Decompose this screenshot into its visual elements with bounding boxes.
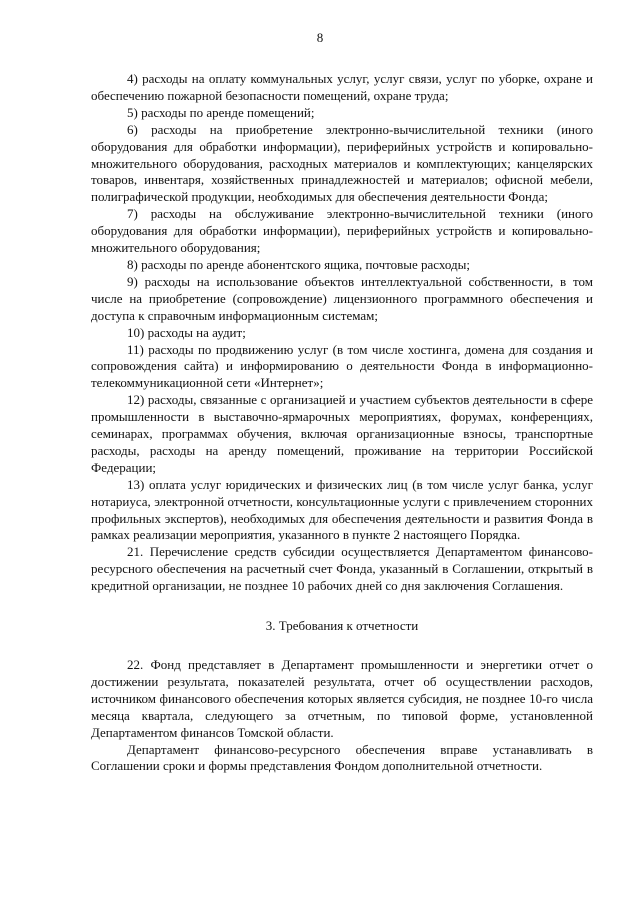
list-item-10: 10) расходы на аудит;	[127, 324, 246, 340]
section-heading: 3. Требования к отчетности	[265, 618, 419, 634]
list-item-11: 11) расходы по продвижению услуг (в том числе хостинга, домена для создания и сопровождения сайта) и информированию о деятельности Фонда в информационно-телекоммуникационной сети «Интернет»;	[91, 341, 593, 391]
list-item-4: 4) расходы на оплату коммунальных услуг, услуг связи, услуг по уборке, охране и обеспечению пожарной безопасности помещений, охране труда;	[91, 71, 593, 103]
page-number: 8	[316, 30, 324, 45]
document-body	[91, 71, 593, 775]
list-item-7: 7) расходы на обслуживание электронно-вычислительной техники (иного оборудования для обработки информации), периферийных устройств и копировально-множительного оборудования;	[91, 206, 593, 256]
clause-21: 21. Перечисление средств субсидии осуществляется Департаментом финансово-ресурсного обеспечения на расчетный счет Фонда, указанный в Соглашении, открытый в кредитной организации, не позднее 10 рабочих дней со дня заключения Соглашения.	[91, 544, 593, 594]
list-item-12: 12) расходы, связанные с организацией и участием субъектов деятельности в сфере промышленности в выставочно-ярмарочных мероприятиях, форумах, конференциях, семинарах, программах обучения, включая организационные взносы, транспортные расходы, расходы на аренду помещений, проживание на территории Российской Федерации;	[91, 392, 593, 475]
list-item-8: 8) расходы по аренде абонентского ящика, почтовые расходы;	[127, 256, 470, 272]
clause-22-paragraph-2: Департамент финансово-ресурсного обеспечения вправе устанавливать в Соглашении сроки и формы представления Фондом дополнительной отчетности.	[91, 741, 593, 774]
list-item-5: 5) расходы по аренде помещений;	[127, 104, 315, 120]
clause-22: 22. Фонд представляет в Департамент промышленности и энергетики отчет о достижении результата, показателей результата, отчет об осуществлении расходов, источником финансового обеспечения которых является субсидия, не позднее 10-го числа месяца квартала, следующего за отчетным, по типовой форме, установленной Департаментом финансов Томской области.	[91, 657, 593, 740]
spacer	[91, 635, 593, 657]
spacer	[91, 595, 593, 618]
list-item-9: 9) расходы на использование объектов интеллектуальной собственности, в том числе на приобретение (сопровождение) лицензионного программного обеспечения и доступа к справочным информационным системам;	[91, 273, 593, 323]
list-item-13: 13) оплата услуг юридических и физических лиц (в том числе услуг банка, услуг нотариуса, электронной отчетности, консультационные услуги с привлечением сторонних профильных экспертов), необходимых для обеспечения деятельности и развития Фонда в рамках реализации мероприятия, указанного в пункте 2 настоящего Порядка.	[91, 476, 593, 543]
list-item-6: 6) расходы на приобретение электронно-вычислительной техники (иного оборудования для обработки информации), периферийных устройств и копировально-множительного оборудования, расходных материалов и комплектующих; канцелярских товаров, инвентаря, хозяйственных принадлежностей и материалов; офисной мебели, полиграфической продукции, необходимых для обеспечения деятельности Фонда;	[91, 121, 593, 205]
